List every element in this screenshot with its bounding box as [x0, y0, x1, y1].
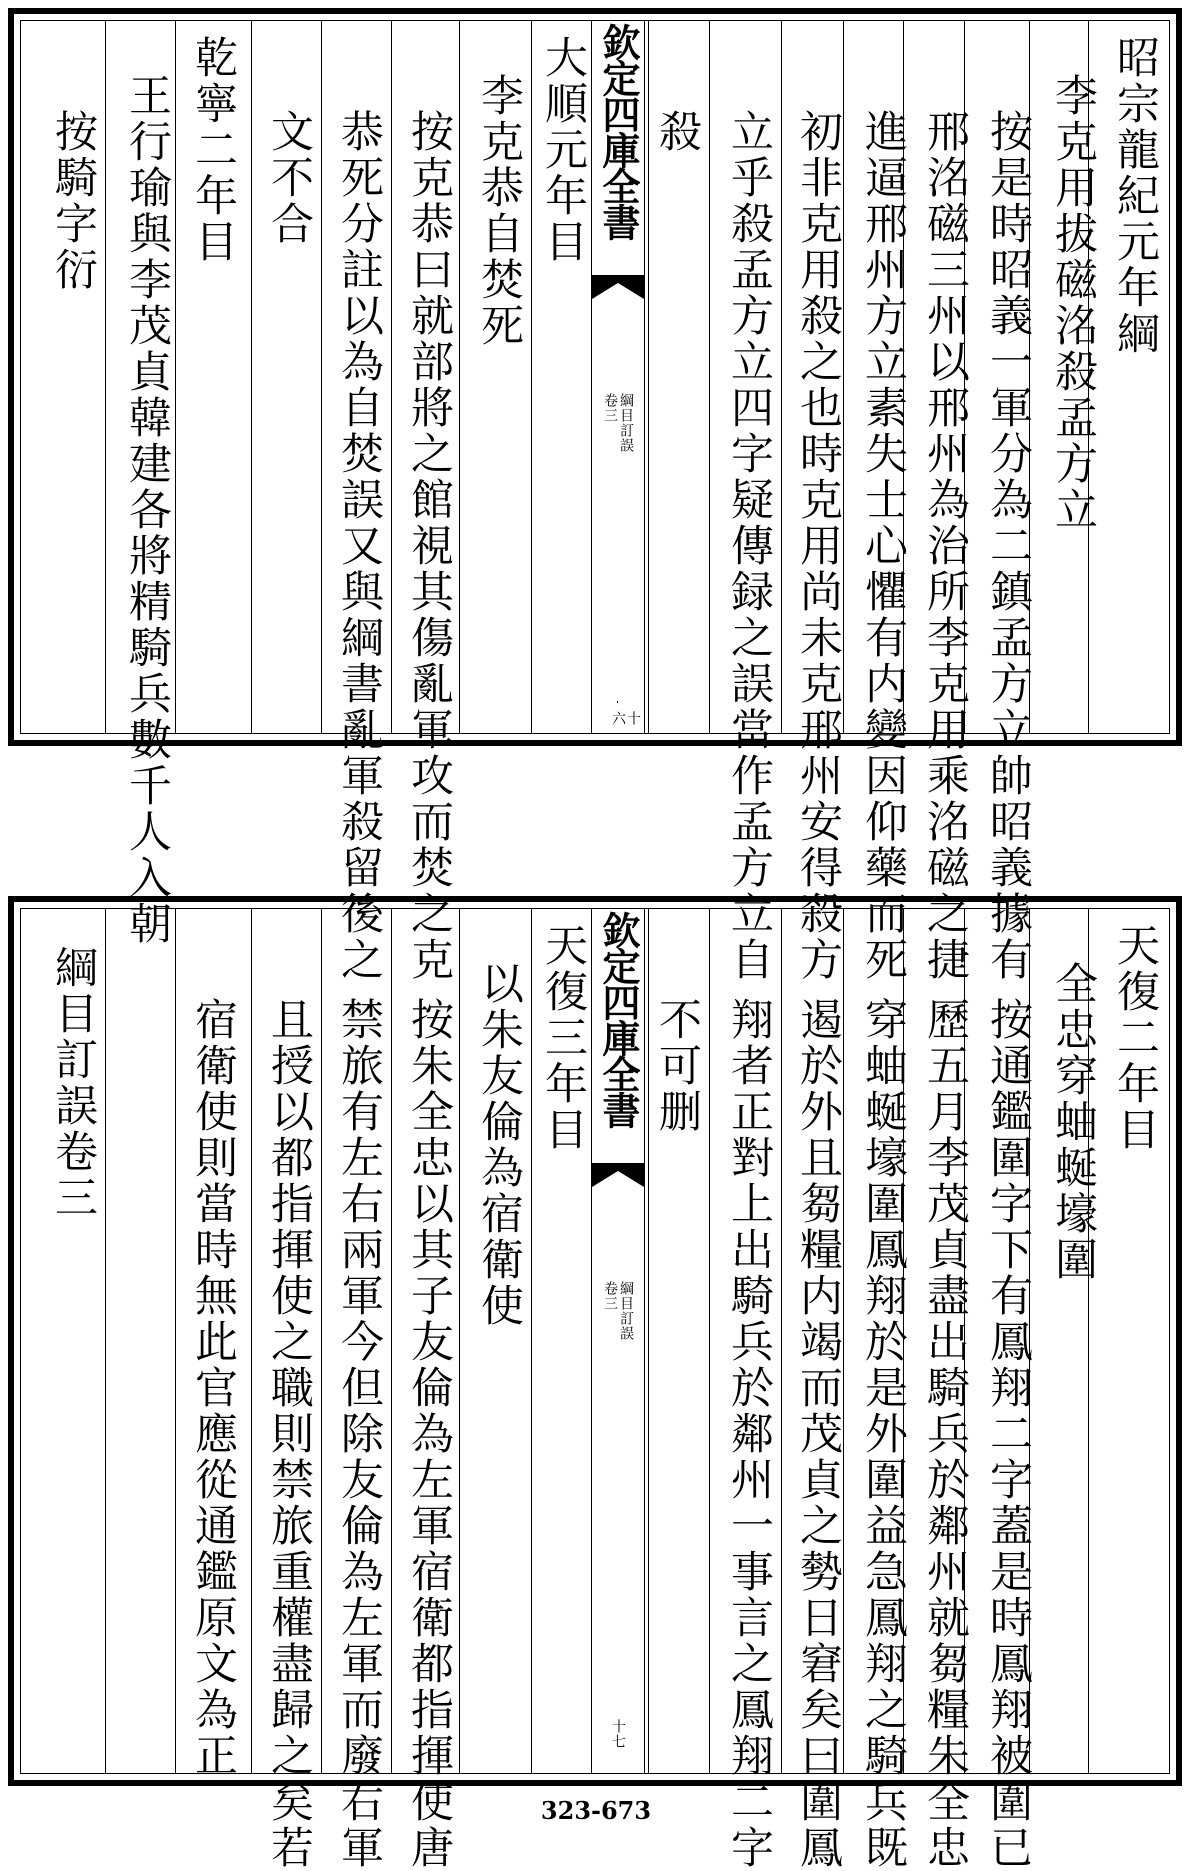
text-column: 穿蚰蜒壕圍鳳翔於是外圍益急鳳翔之騎兵既 — [858, 997, 908, 1871]
text-column: 進逼邢州方立素失士心懼有内變因仰藥而死 — [858, 109, 908, 983]
text-column: 不可删 — [652, 997, 702, 1135]
column-rule — [251, 21, 252, 733]
text-column: 天復三年目 — [538, 923, 588, 1153]
text-column: 王行瑜與李茂貞韓建各將精騎兵數千人入朝 — [122, 73, 172, 947]
text-column: 初非克用殺之也時克用尚未克邢州安得殺方 — [793, 109, 843, 983]
top-page-frame — [20, 20, 1170, 983]
gutter-tick — [617, 701, 618, 703]
gutter — [591, 909, 645, 1773]
fishtail-mark-icon — [592, 1163, 644, 1187]
text-column: 按朱全忠以其子友倫為左軍宿衛都指揮使唐 — [404, 997, 454, 1871]
text-column: 宿衛使則當時無此官應從通鑑原文為正 — [188, 997, 238, 1779]
column-rule — [648, 21, 649, 733]
text-column: 且授以都指揮使之職則禁旅重權盡歸之矣若 — [264, 997, 314, 1871]
column-rule — [105, 21, 106, 733]
gutter-title: 欽定四庫全書 — [596, 23, 641, 239]
text-column: 翔者正對上出騎兵於鄰州一事言之鳳翔二字 — [724, 997, 774, 1871]
text-column: 以朱友倫為宿衛使 — [474, 961, 524, 1329]
gutter-book-title: 綱目訂誤 — [618, 1281, 634, 1341]
column-rule — [648, 909, 649, 1773]
text-column: 李克恭自焚死 — [474, 73, 524, 349]
column-rule — [709, 21, 710, 733]
gutter-book-title: 綱目訂誤 — [618, 393, 634, 453]
column-rule — [459, 21, 460, 733]
text-column: 恭死分註以為自焚誤又與綱書亂軍殺留後之 — [334, 109, 384, 983]
text-column: 按騎字衍 — [48, 109, 98, 293]
gutter-volume: 卷三 — [602, 393, 618, 423]
column-rule — [175, 909, 176, 1773]
gutter-page-number: 十七 — [610, 1719, 626, 1749]
column-rule — [843, 909, 844, 1773]
text-column: 乾寧二年目 — [188, 35, 238, 265]
text-column: 立乎殺孟方立四字疑傳録之誤當作孟方立自 — [724, 109, 774, 983]
column-rule — [531, 909, 532, 1773]
text-column: 李克用拔磁洺殺孟方立 — [1048, 73, 1098, 533]
text-column: 大順元年目 — [538, 35, 588, 265]
text-column: 歷五月李茂貞盡出騎兵於鄰州就芻糧朱全忠 — [920, 997, 970, 1871]
column-rule — [843, 21, 844, 733]
column-rule — [781, 21, 782, 733]
column-rule — [531, 21, 532, 733]
text-column: 按通鑑圍字下有鳳翔二字蓋是時鳳翔被圍已 — [983, 997, 1033, 1871]
page-footer-number: 323-673 — [540, 1796, 652, 1825]
column-rule — [391, 21, 392, 733]
column-rule — [391, 909, 392, 1773]
gutter-title: 欽定四庫全書 — [596, 911, 641, 1127]
column-rule — [459, 909, 460, 1773]
column-rule — [321, 909, 322, 1773]
column-rule — [251, 909, 252, 1773]
column-rule — [781, 909, 782, 1773]
gutter-page-number: 十六 — [610, 711, 641, 726]
text-column: 按是時昭義一軍分為二鎮孟方立帥昭義據有 — [983, 109, 1033, 983]
column-rule — [321, 21, 322, 733]
text-column: 全忠穿蚰蜒壕圍 — [1048, 961, 1098, 1283]
fishtail-mark-icon — [592, 275, 644, 299]
top-page-panel — [8, 8, 1182, 983]
text-column: 文不合 — [264, 109, 314, 247]
text-column: 禁旅有左右兩軍今但除友倫為左軍而廢右軍 — [334, 997, 384, 1871]
text-column: 按克恭曰就部將之館視其傷亂軍攻而焚之克 — [404, 109, 454, 983]
text-column: 殺 — [652, 109, 702, 155]
column-rule — [709, 909, 710, 1773]
text-column: 昭宗龍紀元年綱 — [1110, 35, 1160, 357]
gutter — [591, 21, 645, 733]
volume-end-title: 綱目訂誤卷三 — [48, 945, 98, 1221]
text-column: 天復二年目 — [1110, 923, 1160, 1153]
text-column: 遏於外且芻糧内竭而茂貞之勢日窘矣曰圍鳳 — [793, 997, 843, 1871]
column-rule — [105, 909, 106, 1773]
text-column: 邢洺磁三州以邢州為治所李克用乘洺磁之捷 — [920, 109, 970, 983]
gutter-volume: 卷三 — [602, 1281, 618, 1311]
column-rule — [175, 21, 176, 733]
